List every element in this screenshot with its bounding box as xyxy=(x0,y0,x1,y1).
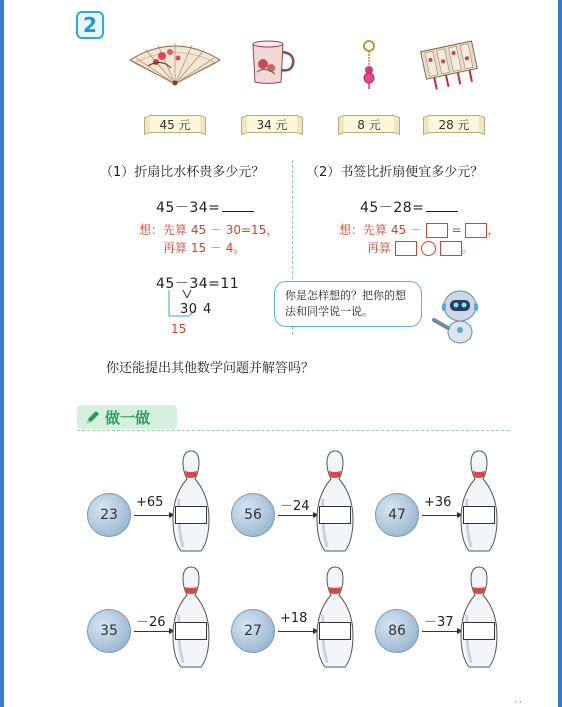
exercise-ball: 23 xyxy=(87,493,131,537)
price-tag-fan: 45 元 xyxy=(149,115,201,133)
speech-bubble: 你是怎样想的？把你的想法和同学说一说。 xyxy=(274,281,422,327)
keychain-image xyxy=(358,40,380,90)
exercise-arrow xyxy=(422,515,462,516)
q1-answer-blank[interactable] xyxy=(222,199,254,212)
page-border-right xyxy=(558,0,562,707)
q2-hint-period: 。 xyxy=(461,241,474,255)
q2-hint-box-2[interactable] xyxy=(465,223,487,238)
bowling-pin xyxy=(315,565,355,673)
section-title: 做一做 xyxy=(105,408,151,427)
pencil-icon xyxy=(85,409,101,425)
exercise-arrow xyxy=(278,631,318,632)
bowling-pin xyxy=(459,565,499,673)
exercise-ball: 86 xyxy=(375,609,419,653)
answer-box[interactable] xyxy=(319,622,351,640)
q2-hint-line2 xyxy=(367,239,474,256)
q1-hint-line1: 想：先算 45 － 30=15， xyxy=(139,223,279,237)
q1-equation xyxy=(156,197,254,217)
q2-hint-comma: ， xyxy=(487,223,500,237)
q2-hint-box-3[interactable] xyxy=(395,241,417,256)
exercise-operation: －37 xyxy=(424,615,454,630)
bowling-pin xyxy=(315,449,355,557)
answer-box[interactable] xyxy=(319,506,351,524)
q2-hint-operator-circle[interactable] xyxy=(421,241,436,256)
price-tag-keychain: 8 元 xyxy=(343,115,395,133)
cup-image xyxy=(247,38,297,86)
exercise-arrow xyxy=(278,515,318,516)
bowling-pin xyxy=(171,565,211,673)
exercise-ball: 35 xyxy=(87,609,131,653)
page-corner-mark: · · xyxy=(514,698,522,707)
q2-hint-line1-text: 想：先算 45 － xyxy=(339,223,422,237)
exercise-arrow xyxy=(134,631,174,632)
robot-icon xyxy=(430,288,484,344)
q1-partial: 15 xyxy=(171,322,187,336)
q2-hint-line2-text: 再算 xyxy=(367,241,392,255)
q2-hint-box-1[interactable] xyxy=(426,223,448,238)
problem-number-badge: 2 xyxy=(76,11,104,39)
q2-answer-blank[interactable] xyxy=(426,199,458,212)
exercise-ball: 47 xyxy=(375,493,419,537)
exercise-operation: +36 xyxy=(424,495,452,510)
q2-equation-text: 45－28= xyxy=(360,200,425,216)
q2-hint-box-4[interactable] xyxy=(440,241,462,256)
answer-box[interactable] xyxy=(175,622,207,640)
price-tag-bookmarks: 28 元 xyxy=(428,115,480,133)
answer-box[interactable] xyxy=(463,506,495,524)
q1-equation-text: 45－34= xyxy=(156,200,221,216)
exercise-operation: －26 xyxy=(136,615,166,630)
exercise-ball: 56 xyxy=(231,493,275,537)
exercise-operation: +18 xyxy=(280,611,308,626)
exercise-arrow xyxy=(422,631,462,632)
exercise-ball: 27 xyxy=(231,609,275,653)
extra-prompt: 你还能提出其他数学问题并解答吗？ xyxy=(106,361,315,376)
bowling-pin xyxy=(459,449,499,557)
exercise-operation: －24 xyxy=(280,499,310,514)
q1-split-b: 4 xyxy=(203,302,212,317)
fan-image xyxy=(126,38,224,86)
question-1: （1）折扇比水杯贵多少元？ xyxy=(100,165,265,180)
question-2: （2）书签比折扇便宜多少元？ xyxy=(306,165,484,180)
q1-hint-line2: 再算 15 － 4。 xyxy=(163,241,246,255)
q2-hint-eq: = xyxy=(451,223,462,237)
bowling-pin xyxy=(171,449,211,557)
q1-split-a: 30 xyxy=(180,302,198,317)
q1-solution: 45－34=11 xyxy=(156,276,240,292)
q2-hint-line1 xyxy=(339,221,499,238)
section-divider xyxy=(77,430,509,431)
page-border-left xyxy=(0,0,4,707)
section-header xyxy=(77,405,177,429)
bookmarks-image xyxy=(418,38,482,92)
exercise-arrow xyxy=(134,515,174,516)
answer-box[interactable] xyxy=(463,622,495,640)
answer-box[interactable] xyxy=(175,506,207,524)
q2-equation xyxy=(360,197,458,217)
exercise-operation: +65 xyxy=(136,495,164,510)
price-tag-cup: 34 元 xyxy=(246,115,298,133)
